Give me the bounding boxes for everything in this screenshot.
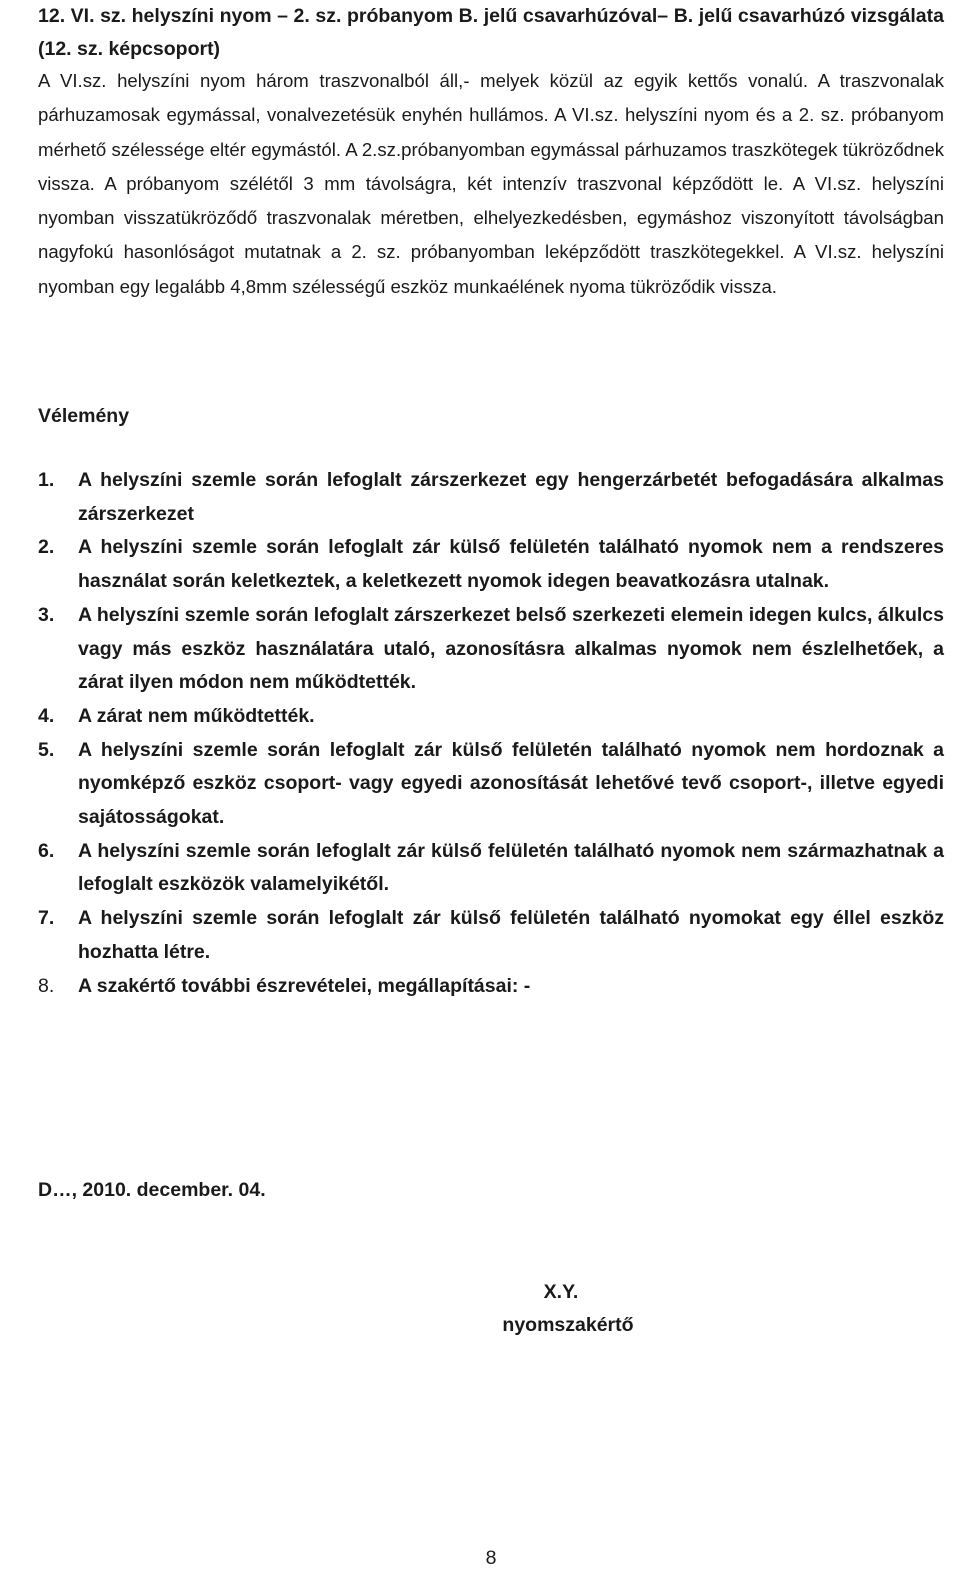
finding-number: 4.	[38, 704, 55, 727]
findings-list	[38, 464, 944, 1003]
finding-text: A helyszíni szemle során lefoglalt zár külső felületén található nyomok nem hordoznak a nyomképző eszköz csoport- vagy egyedi azonosítását lehetővé tevő csoport-, illetve egyedi sajátosságokat.	[78, 738, 944, 829]
signature-block	[418, 1276, 718, 1342]
finding-text: A helyszíni szemle során lefoglalt zárszerkezet belső szerkezeti elemein idegen kulcs, álkulcs vagy más eszköz használatára utaló, azonosításra alkalmas nyomok nem észlelhetőek, a zárat ilyen módon nem működtették.	[78, 603, 944, 694]
opinion-title: Vélemény	[38, 405, 130, 427]
finding-item	[38, 902, 944, 969]
finding-item	[38, 835, 944, 902]
document-page	[38, 0, 944, 1589]
finding-number: 2.	[38, 536, 55, 559]
finding-item	[38, 734, 944, 835]
finding-number: 7.	[38, 907, 55, 930]
page-number: 8	[485, 1547, 497, 1569]
finding-item	[38, 970, 944, 1004]
finding-text: A zárat nem működtették.	[78, 704, 315, 727]
finding-number: 5.	[38, 738, 55, 761]
finding-number: 1.	[38, 469, 55, 491]
finding-text: A helyszíni szemle során lefoglalt zár külső felületén található nyomokat egy éllel eszköz hozhatta létre.	[78, 907, 944, 963]
finding-item	[38, 599, 944, 700]
finding-number: 6.	[38, 839, 55, 862]
finding-number: 8.	[38, 974, 55, 997]
signer-name: X.Y.	[543, 1281, 579, 1303]
finding-number: 3.	[38, 603, 55, 626]
finding-item	[38, 700, 944, 734]
finding-text: A helyszíni szemle során lefoglalt zárszerkezet egy hengerzárbetét befogadására alkalmas zárszerkezet	[78, 469, 944, 525]
finding-item	[38, 531, 944, 598]
finding-text: A helyszíni szemle során lefoglalt zár külső felületén található nyomok nem származhatnak a lefoglalt eszközök valamelyikétől.	[78, 839, 944, 896]
place-and-date: D…, 2010. december. 04.	[38, 1179, 266, 1201]
signer-title: nyomszakértő	[502, 1314, 634, 1336]
finding-item	[38, 464, 944, 531]
finding-text: A szakértő további észrevételei, megállapításai: -	[78, 974, 531, 997]
section-heading: 12. VI. sz. helyszíni nyom – 2. sz. próbanyom B. jelű csavarhúzóval– B. jelű csavarhúzó vizsgálata (12. sz. képcsoport)	[38, 5, 944, 60]
intro-paragraph: A VI.sz. helyszíni nyom három traszvonalból áll,- melyek közül az egyik kettős vonalú. A traszvonalak párhuzamosak egymással, vonalvezetésük enyhén hullámos. A VI.sz. helyszíni nyom és a 2. sz. próbanyom mérhető szélessége eltér egymástól. A 2.sz.próbanyomban egymással párhuzamos traszkötegek tükröződnek vissza. A próbanyom szélétől 3 mm távolságra, két intenzív traszvonal képződött le. A VI.sz. helyszíni nyomban visszatükröződő traszvonalak méretben, elhelyezkedésben, egymáshoz viszonyított távolságban nagyfokú hasonlóságot mutatnak a 2. sz. próbanyomban leképződött traszkötegekkel. A VI.sz. helyszíni nyomban egy legalább 4,8mm szélességű eszköz munkaélének nyoma tükröződik vissza.	[38, 70, 944, 297]
finding-text: A helyszíni szemle során lefoglalt zár külső felületén található nyomok nem a rendszeres használat során keletkeztek, a keletkezett nyomok idegen beavatkozásra utalnak.	[78, 536, 944, 593]
